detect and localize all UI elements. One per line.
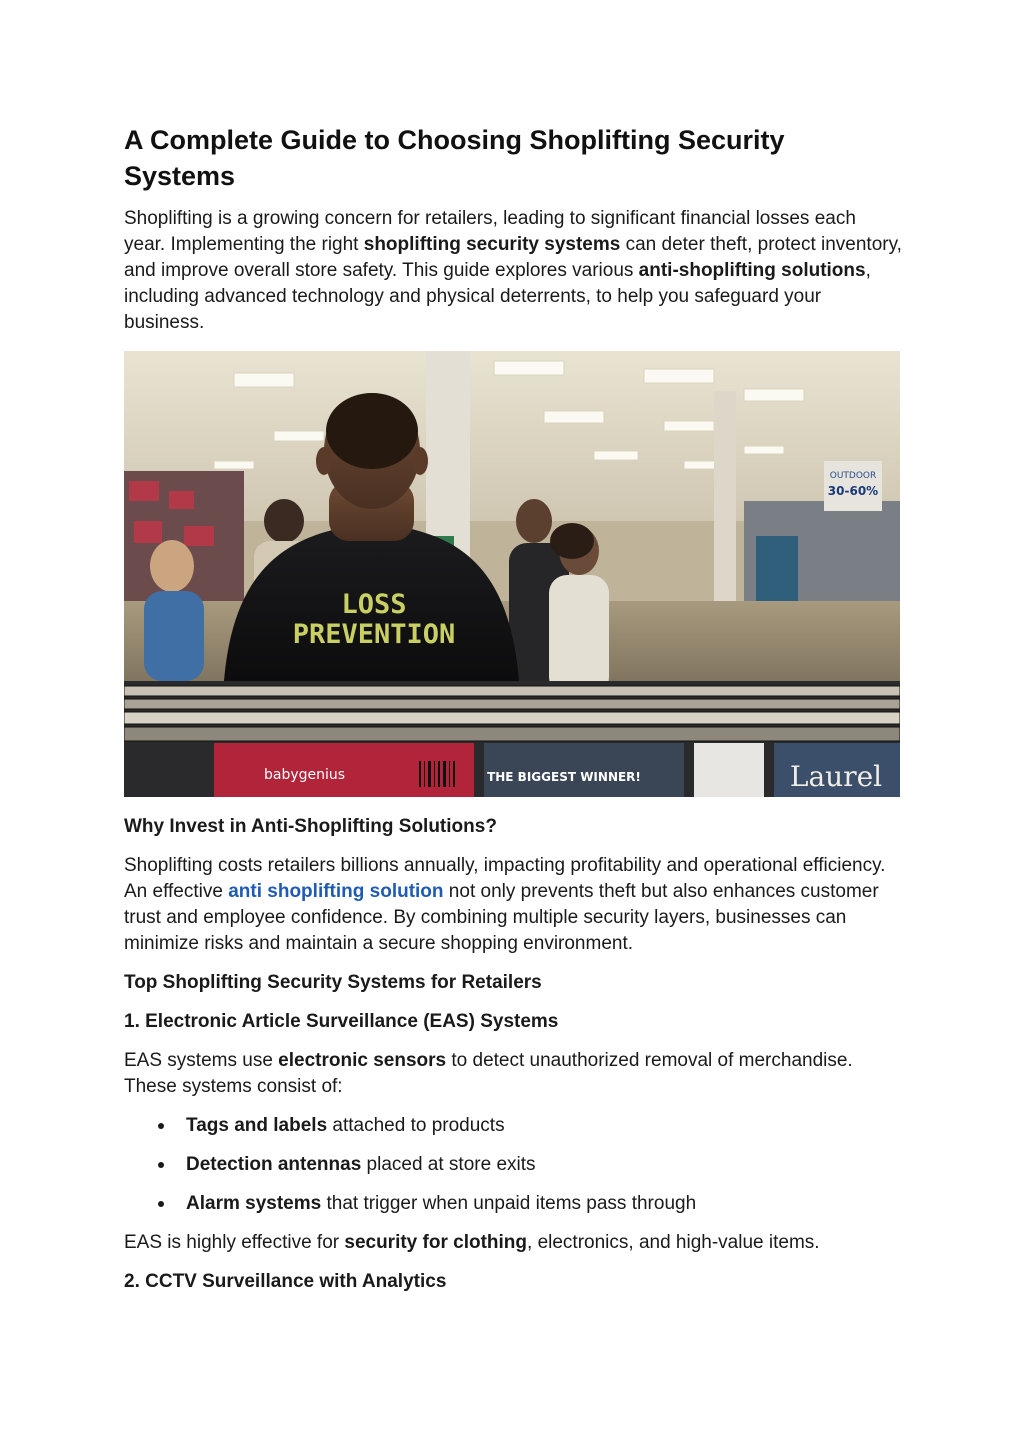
intro-bold-1: shoplifting security systems <box>363 234 621 255</box>
intro-paragraph <box>124 206 902 336</box>
why-invest-text-1: Shoplifting costs retailers billions annually, impacting profitability and operational efficiency. An effective <box>124 855 886 902</box>
list-item-bold: Detection antennas <box>186 1154 362 1175</box>
bullet-icon <box>158 1123 164 1129</box>
list-item-bold: Alarm systems <box>186 1193 322 1214</box>
eas-conclusion-paragraph <box>124 1230 902 1256</box>
list-item <box>124 1191 902 1217</box>
list-item-text: placed at store exits <box>361 1154 536 1175</box>
page-title: A Complete Guide to Choosing Shoplifting Security Systems <box>124 125 785 191</box>
list-item-text: attached to products <box>327 1115 505 1136</box>
intro-text-1: Shoplifting is a growing concern for retailers, leading to significant financial losses each year. Implementing the right <box>124 208 856 255</box>
article <box>124 122 902 1295</box>
dvd-label-1: babygenius <box>264 767 346 783</box>
eas-conclusion-text-2: , electronics, and high-value items. <box>527 1232 820 1253</box>
dvd-label-2: THE BIGGEST WINNER! <box>487 770 641 784</box>
list-item <box>124 1152 902 1178</box>
intro-bold-2: anti-shoplifting solutions <box>638 260 866 281</box>
store-sign-line2: 30-60% <box>827 484 879 498</box>
eas-text-2: to detect unauthorized removal of merchandise. These systems consist of: <box>124 1050 853 1097</box>
section-heading-eas: 1. Electronic Article Surveillance (EAS) Systems <box>124 1011 559 1032</box>
list-item <box>124 1113 902 1139</box>
intro-text-2: can deter theft, protect inventory, and improve overall store safety. This guide explores various <box>124 234 902 281</box>
section-heading-why-invest: Why Invest in Anti-Shoplifting Solutions? <box>124 816 497 837</box>
why-invest-text-2: not only prevents theft but also enhances customer trust and employee confidence. By combining multiple security layers, businesses can minimize risks and maintain a secure shopping environment. <box>124 881 879 954</box>
eas-text-1: EAS systems use <box>124 1050 279 1071</box>
why-invest-paragraph <box>124 853 902 957</box>
list-item-bold: Tags and labels <box>186 1115 328 1136</box>
shirt-text-line2: PREVENTION <box>292 619 456 650</box>
bullet-icon <box>158 1201 164 1207</box>
eas-bold-1: electronic sensors <box>278 1050 447 1071</box>
store-sign-line1: OUTDOOR <box>829 471 877 481</box>
eas-component-list <box>124 1113 902 1217</box>
bullet-icon <box>158 1162 164 1168</box>
store-photo <box>124 351 900 797</box>
store-photo-illustration <box>124 351 900 797</box>
intro-text-3: , including advanced technology and physical deterrents, to help you safeguard your business. <box>124 260 871 333</box>
eas-conclusion-text-1: EAS is highly effective for <box>124 1232 345 1253</box>
eas-conclusion-bold: security for clothing <box>344 1232 528 1253</box>
section-heading-cctv: 2. CCTV Surveillance with Analytics <box>124 1271 447 1292</box>
eas-paragraph <box>124 1048 902 1100</box>
dvd-label-3: Laurel <box>789 760 883 793</box>
anti-shoplifting-solution-link[interactable]: anti shoplifting solution <box>228 881 444 902</box>
shirt-text-line1: LOSS <box>341 589 407 620</box>
list-item-text: that trigger when unpaid items pass through <box>321 1193 697 1214</box>
section-heading-top-systems: Top Shoplifting Security Systems for Retailers <box>124 972 542 993</box>
